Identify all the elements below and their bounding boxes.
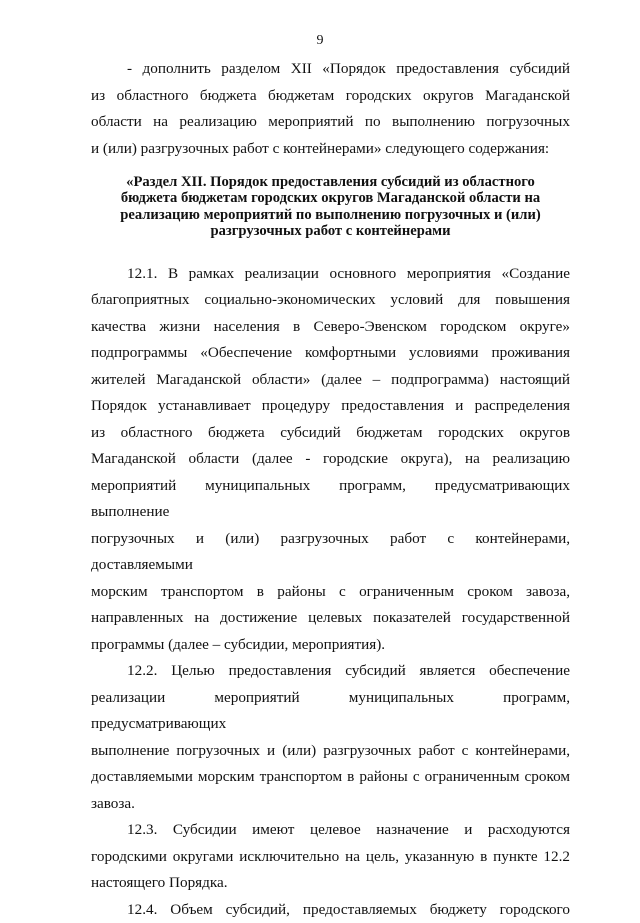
paragraph-line: реализации мероприятий муниципальных программ, предусматривающих — [91, 688, 570, 733]
paragraph-line: Магаданской области (далее - городские округа), на реализацию — [91, 450, 570, 468]
page-number: 9 — [316, 33, 324, 48]
intro-line: области на реализацию мероприятий по выполнению погрузочных — [91, 113, 570, 130]
heading-line: реализацию мероприятий по выполнению погрузочных и (или) — [120, 206, 541, 223]
paragraph-line: завоза. — [91, 794, 135, 812]
paragraph-line: из областного бюджета субсидий бюджетам городских округов — [91, 423, 570, 441]
paragraph-line: качества жизни населения в Северо-Эвенском городском округе» — [91, 317, 570, 335]
intro-line: из областного бюджета бюджетам городских округов Магаданской — [91, 86, 570, 104]
paragraph-line: выполнение погрузочных и (или) разгрузочных работ с контейнерами, — [91, 741, 570, 759]
paragraph-line: настоящего Порядка. — [91, 874, 228, 892]
paragraph-line: 12.2. Целью предоставления субсидий является обеспечение — [127, 662, 570, 680]
paragraph-line: Порядок устанавливает процедуру предоставления и распределения — [91, 397, 570, 415]
heading-line: разгрузочных работ с контейнерами — [210, 223, 451, 240]
paragraph-line: жителей Магаданской области» (далее – подпрограмма) настоящий — [91, 370, 570, 388]
paragraph-line: 12.1. В рамках реализации основного мероприятия «Создание — [127, 264, 570, 282]
paragraph-line: 12.4. Объем субсидий, предоставляемых бюджету городского — [127, 900, 570, 918]
heading-line: бюджета бюджетам городских округов Магаданской области на — [120, 190, 541, 207]
paragraph-12-3 — [91, 817, 570, 897]
paragraph-line: городскими округами исключительно на цель, указанную в пункте 12.2 — [91, 847, 570, 865]
paragraph-line: программы (далее – субсидии, мероприятия). — [91, 635, 386, 653]
paragraph-line: 12.3. Субсидии имеют целевое назначение и расходуются — [127, 821, 570, 839]
paragraph-line: благоприятных социально-экономических условий для повышения — [91, 291, 570, 309]
paragraph-12-1 — [91, 261, 570, 659]
paragraph-line: направленных на достижение целевых показателей государственной — [91, 609, 570, 627]
section-heading — [91, 174, 570, 240]
intro-line: и (или) разгрузочных работ с контейнерами» следующего содержания: — [91, 139, 550, 157]
heading-line: «Раздел XII. Порядок предоставления субсидий из областного — [126, 174, 535, 190]
paragraph-line: доставляемыми морским транспортом в районы с ограниченным сроком — [91, 768, 570, 786]
paragraph-line: морским транспортом в районы с ограниченным сроком завоза, — [91, 582, 570, 600]
intro-paragraph — [91, 56, 570, 162]
paragraph-line: мероприятий муниципальных программ, предусматривающих выполнение — [91, 476, 570, 521]
paragraph-12-2 — [91, 658, 570, 817]
paragraph-line: погрузочных и (или) разгрузочных работ с контейнерами, доставляемыми — [91, 529, 570, 574]
paragraph-line: подпрограммы «Обеспечение комфортными условиями проживания — [91, 344, 570, 362]
page-content — [91, 56, 570, 923]
intro-line: - дополнить разделом XII «Порядок предоставления субсидий — [127, 60, 570, 77]
paragraph-12-4 — [91, 897, 570, 923]
